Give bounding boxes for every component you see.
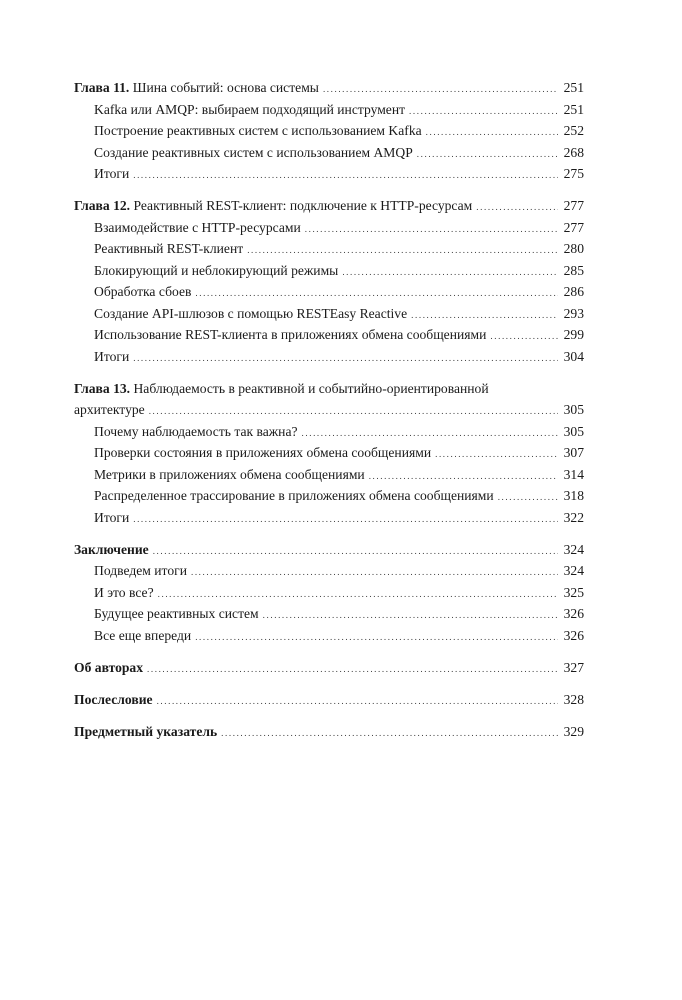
page-number: 324 xyxy=(563,563,584,578)
conclusion-section xyxy=(74,539,584,647)
entry-label: Построение реактивных систем с использованием Kafka xyxy=(94,123,422,138)
chapter-11-heading[interactable] xyxy=(74,77,584,99)
dot-leader xyxy=(191,562,558,584)
dot-leader xyxy=(133,348,558,370)
toc-entry[interactable] xyxy=(74,603,584,625)
page-number: 314 xyxy=(563,466,584,482)
dot-leader xyxy=(247,240,558,262)
page-number: 318 xyxy=(563,488,584,503)
page-number: 327 xyxy=(563,659,584,675)
dot-leader xyxy=(157,691,558,713)
dot-leader xyxy=(498,487,558,509)
chapter-13-heading-continuation[interactable] xyxy=(74,399,584,421)
page-number: 326 xyxy=(563,627,584,643)
dot-leader xyxy=(149,401,558,423)
toc-entry[interactable] xyxy=(74,238,584,260)
chapter-12-heading[interactable] xyxy=(74,195,584,217)
page-number: 285 xyxy=(563,262,584,278)
toc-entry[interactable] xyxy=(74,163,584,185)
toc-entry[interactable] xyxy=(74,281,584,303)
page-number: 251 xyxy=(563,101,584,117)
page-number: 322 xyxy=(563,509,584,525)
chapter-11-section xyxy=(74,77,584,185)
chapter-number: Глава 12. xyxy=(74,198,131,213)
page-number: 329 xyxy=(563,723,584,739)
entry-label: Метрики в приложениях обмена сообщениями xyxy=(94,466,365,482)
entry-label: Проверки состояния в приложениях обмена сообщениями xyxy=(94,445,432,460)
toc-entry[interactable] xyxy=(74,485,584,507)
toc-entry[interactable] xyxy=(74,625,584,647)
about-authors-heading[interactable] xyxy=(74,657,584,679)
afterword-section xyxy=(74,689,584,711)
entry-label: Блокирующий и неблокирующий режимы xyxy=(94,262,339,278)
afterword-heading[interactable] xyxy=(74,689,584,711)
dot-leader xyxy=(435,444,558,466)
conclusion-heading[interactable] xyxy=(74,539,584,561)
dot-leader xyxy=(409,101,558,123)
dot-leader xyxy=(302,423,558,445)
chapter-13-heading[interactable] xyxy=(74,378,584,400)
dot-leader xyxy=(476,197,558,219)
page-number: 305 xyxy=(563,423,584,439)
page-number: 280 xyxy=(563,241,584,256)
dot-leader xyxy=(323,79,558,101)
dot-leader xyxy=(133,165,558,187)
toc-entry[interactable] xyxy=(74,442,584,464)
entry-label: Реактивный REST-клиент xyxy=(94,241,244,256)
chapter-title: Шина событий: основа системы xyxy=(129,80,319,95)
page-number: 252 xyxy=(563,123,584,138)
dot-leader xyxy=(426,122,558,144)
page-number: 305 xyxy=(563,402,584,417)
page-number: 277 xyxy=(563,198,584,213)
toc-entry[interactable] xyxy=(74,421,584,443)
table-of-contents xyxy=(74,77,584,753)
toc-entry[interactable] xyxy=(74,303,584,325)
chapter-title: Наблюдаемость в реактивной и событийно-ориентированной xyxy=(130,380,489,396)
toc-entry[interactable] xyxy=(74,346,584,368)
entry-label: Обработка сбоев xyxy=(94,284,192,299)
dot-leader xyxy=(411,305,558,327)
dot-leader xyxy=(147,659,558,681)
entry-label: Итоги xyxy=(94,509,130,525)
page-number: 275 xyxy=(563,166,584,181)
page-number: 286 xyxy=(563,284,584,299)
section-title: Послесловие xyxy=(74,691,153,707)
toc-entry[interactable] xyxy=(74,99,584,121)
dot-leader xyxy=(263,605,558,627)
dot-leader xyxy=(158,584,558,606)
chapter-13-section xyxy=(74,378,584,529)
chapter-title-continuation: архитектуре xyxy=(74,402,145,417)
toc-entry[interactable] xyxy=(74,582,584,604)
dot-leader xyxy=(305,219,558,241)
chapter-title: Реактивный REST-клиент: подключение к HTTP-ресурсам xyxy=(130,198,473,213)
toc-entry[interactable] xyxy=(74,560,584,582)
entry-label: Распределенное трассирование в приложениях обмена сообщениями xyxy=(94,488,494,503)
toc-entry[interactable] xyxy=(74,260,584,282)
chapter-number: Глава 13. xyxy=(74,380,131,396)
page-number: 326 xyxy=(563,606,584,621)
toc-entry[interactable] xyxy=(74,217,584,239)
index-heading[interactable] xyxy=(74,721,584,743)
chapter-12-section xyxy=(74,195,584,367)
entry-label: Итоги xyxy=(94,348,130,364)
section-title: Предметный указатель xyxy=(74,723,218,739)
page-number: 325 xyxy=(563,584,584,600)
page-number: 307 xyxy=(563,445,584,460)
entry-label: Взаимодействие с HTTP-ресурсами xyxy=(94,219,301,235)
page-number: 328 xyxy=(563,691,584,707)
entry-label: Создание API-шлюзов с помощью RESTEasy Reactive xyxy=(94,305,408,321)
entry-label: Использование REST-клиента в приложениях обмена сообщениями xyxy=(94,327,487,342)
dot-leader xyxy=(133,509,558,531)
toc-entry[interactable] xyxy=(74,142,584,164)
entry-label: Создание реактивных систем с использованием AMQP xyxy=(94,144,413,160)
dot-leader xyxy=(195,627,558,649)
page-number: 299 xyxy=(563,327,584,342)
entry-label: Все еще впереди xyxy=(94,627,192,643)
dot-leader xyxy=(221,723,558,745)
toc-entry[interactable] xyxy=(74,507,584,529)
about-authors-section xyxy=(74,657,584,679)
dot-leader xyxy=(153,541,558,563)
section-title: Об авторах xyxy=(74,659,144,675)
index-section xyxy=(74,721,584,743)
page-number: 251 xyxy=(563,80,584,95)
dot-leader xyxy=(195,283,558,305)
dot-leader xyxy=(342,262,558,284)
page-number: 268 xyxy=(563,144,584,160)
entry-label: Итоги xyxy=(94,166,130,181)
toc-entry[interactable] xyxy=(74,120,584,142)
entry-label: Kafka или AMQP: выбираем подходящий инструмент xyxy=(94,101,406,117)
chapter-number: Глава 11. xyxy=(74,80,130,95)
entry-label: Подведем итоги xyxy=(94,563,187,578)
dot-leader xyxy=(490,326,558,348)
page-number: 304 xyxy=(563,348,584,364)
toc-entry[interactable] xyxy=(74,324,584,346)
dot-leader xyxy=(369,466,558,488)
entry-label: И это все? xyxy=(94,584,154,600)
dot-leader xyxy=(417,144,558,166)
toc-entry[interactable] xyxy=(74,464,584,486)
page-number: 293 xyxy=(563,305,584,321)
section-title: Заключение xyxy=(74,541,149,557)
entry-label: Будущее реактивных систем xyxy=(94,606,259,621)
page-number: 277 xyxy=(563,219,584,235)
page-number: 324 xyxy=(563,541,584,557)
entry-label: Почему наблюдаемость так важна? xyxy=(94,423,298,439)
